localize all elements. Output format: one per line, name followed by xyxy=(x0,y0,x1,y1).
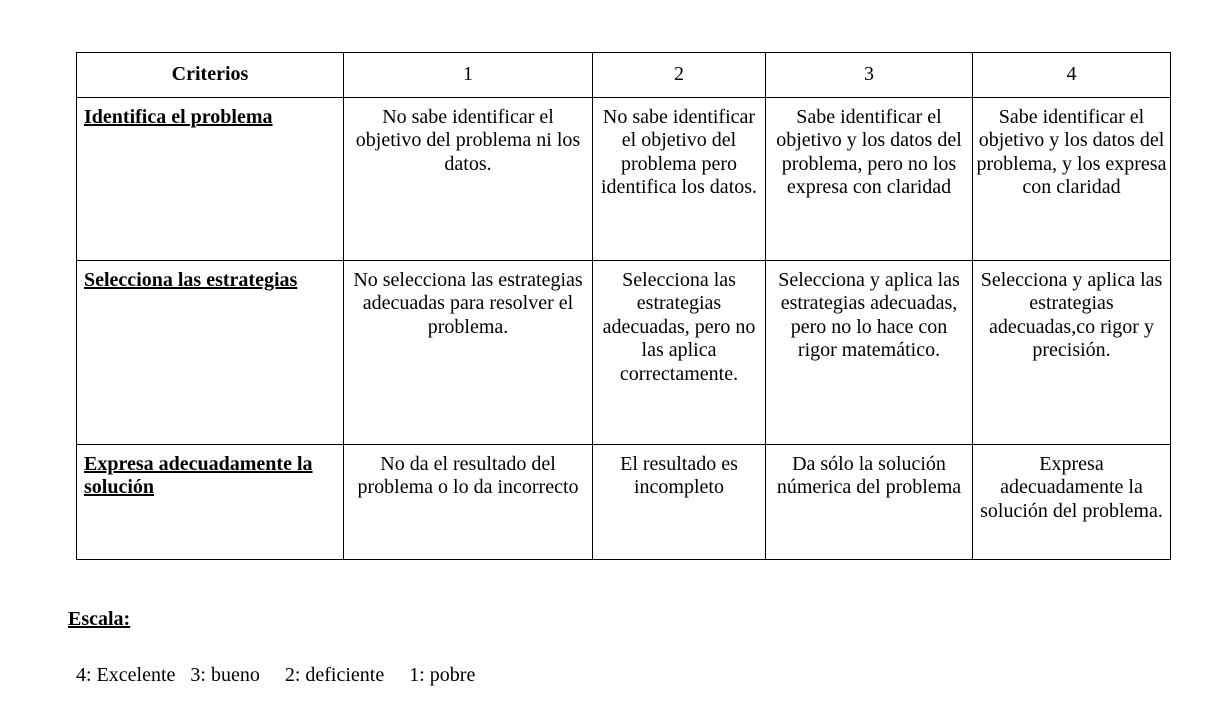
table-row xyxy=(77,97,1171,260)
header-level-3: 3 xyxy=(766,53,973,98)
table-cell: Selecciona y aplica las estrategias adecuadas,co rigor y precisión. xyxy=(973,260,1171,444)
table-cell: El resultado es incompleto xyxy=(593,444,766,559)
scale-legend: 4: Excelente 3: bueno 2: deficiente 1: pobre xyxy=(76,664,476,686)
criterion-identifica: Identifica el problema xyxy=(77,97,344,260)
criterion-selecciona: Selecciona las estrategias xyxy=(77,260,344,444)
header-level-2: 2 xyxy=(593,53,766,98)
rubric-table xyxy=(76,52,1171,560)
scale-title: Escala: xyxy=(68,608,131,630)
table-cell: Selecciona las estrategias adecuadas, pero no las aplica correctamente. xyxy=(593,260,766,444)
header-level-1: 1 xyxy=(344,53,593,98)
criterion-expresa: Expresa adecuadamente la solución xyxy=(77,444,344,559)
table-row xyxy=(77,444,1171,559)
table-row xyxy=(77,260,1171,444)
table-cell: Sabe identificar el objetivo y los datos del problema, y los expresa con claridad xyxy=(973,97,1171,260)
header-row xyxy=(77,53,1171,98)
table-cell: Sabe identificar el objetivo y los datos del problema, pero no los expresa con claridad xyxy=(766,97,973,260)
table-cell: Selecciona y aplica las estrategias adecuadas, pero no lo hace con rigor matemático. xyxy=(766,260,973,444)
header-level-4: 4 xyxy=(973,53,1171,98)
header-criterios: Criterios xyxy=(77,53,344,98)
table-cell: No selecciona las estrategias adecuadas para resolver el problema. xyxy=(344,260,593,444)
table-cell: Da sólo la solución númerica del problema xyxy=(766,444,973,559)
table-cell: Expresa adecuadamente la solución del problema. xyxy=(973,444,1171,559)
table-cell: No da el resultado del problema o lo da incorrecto xyxy=(344,444,593,559)
table-cell: No sabe identificar el objetivo del problema ni los datos. xyxy=(344,97,593,260)
table-cell: No sabe identificar el objetivo del problema pero identifica los datos. xyxy=(593,97,766,260)
